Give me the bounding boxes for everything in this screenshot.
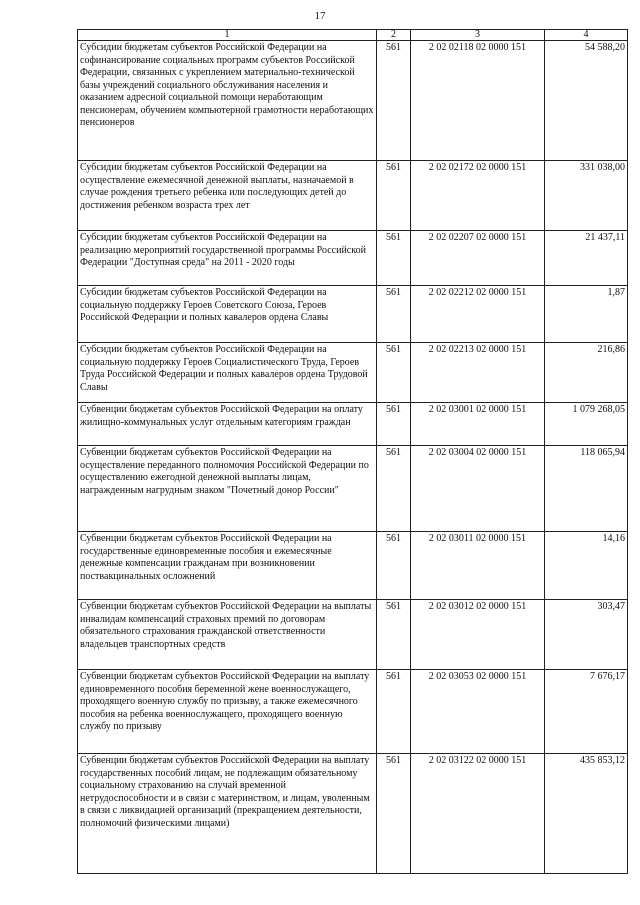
row-description: Субсидии бюджетам субъектов Российской Федерации на реализацию мероприятий государственной программы Российской Федерации "Доступная среда" на 2011 - 2020 годы [78,231,377,286]
row-budget-code: 2 02 03001 02 0000 151 [411,403,545,446]
table-row [78,41,628,161]
table-row [78,343,628,403]
table-row [78,670,628,754]
row-admin-code: 561 [377,446,411,532]
row-admin-code: 561 [377,231,411,286]
column-header-3: 3 [411,30,545,41]
row-amount: 21 437,11 [545,231,628,286]
row-budget-code: 2 02 03012 02 0000 151 [411,600,545,670]
row-description: Субвенции бюджетам субъектов Российской Федерации на выплаты инвалидам компенсаций страховых премий по договорам обязательного страхования гражданской ответственности владельцев транспортных средств [78,600,377,670]
table-row [78,446,628,532]
row-amount: 435 853,12 [545,754,628,874]
row-amount: 14,16 [545,532,628,600]
table-row [78,161,628,231]
row-description: Субвенции бюджетам субъектов Российской Федерации на оплату жилищно-коммунальных услуг отдельным категориям граждан [78,403,377,446]
row-admin-code: 561 [377,600,411,670]
row-amount: 118 065,94 [545,446,628,532]
row-description: Субвенции бюджетам субъектов Российской Федерации на государственные единовременные пособия и ежемесячные денежные компенсации гражданам при возникновении поствакцинальных осложнений [78,532,377,600]
row-budget-code: 2 02 03122 02 0000 151 [411,754,545,874]
column-header-4: 4 [545,30,628,41]
row-description: Субсидии бюджетам субъектов Российской Федерации на софинансирование социальных программ субъектов Российской Федерации, связанных с укреплением материально-технической базы учреждений социального обслуживания населения и оказанием адресной социальной помощи неработающим пенсионерам, обучением компьютерной грамотности неработающих пенсионеров [78,41,377,161]
row-admin-code: 561 [377,670,411,754]
table-row [78,286,628,343]
table-row [78,532,628,600]
row-admin-code: 561 [377,161,411,231]
budget-table [77,29,628,874]
row-admin-code: 561 [377,343,411,403]
row-budget-code: 2 02 03004 02 0000 151 [411,446,545,532]
row-description: Субсидии бюджетам субъектов Российской Федерации на социальную поддержку Героев Социалистического Труда, Героев Труда Российской Федерации и полных кавалеров ордена Трудовой Славы [78,343,377,403]
row-admin-code: 561 [377,41,411,161]
row-amount: 54 588,20 [545,41,628,161]
row-admin-code: 561 [377,286,411,343]
row-amount: 303,47 [545,600,628,670]
row-budget-code: 2 02 03011 02 0000 151 [411,532,545,600]
row-description: Субвенции бюджетам субъектов Российской Федерации на осуществление переданного полномочия Российской Федерации по осуществлению ежегодной денежной выплаты лицам, награжденным нагрудным знаком "Почетный донор России" [78,446,377,532]
column-header-2: 2 [377,30,411,41]
row-amount: 216,86 [545,343,628,403]
table-row [78,600,628,670]
row-admin-code: 561 [377,532,411,600]
row-amount: 331 038,00 [545,161,628,231]
row-description: Субсидии бюджетам субъектов Российской Федерации на осуществление ежемесячной денежной выплаты, назначаемой в случае рождения третьего ребенка или последующих детей до достижения ребенком возраста трех лет [78,161,377,231]
table-row [78,231,628,286]
page-number: 17 [314,10,326,22]
header-row [78,30,628,41]
table-row [78,754,628,874]
row-description: Субсидии бюджетам субъектов Российской Федерации на социальную поддержку Героев Советского Союза, Героев Российской Федерации и полных кавалеров ордена Славы [78,286,377,343]
row-budget-code: 2 02 02212 02 0000 151 [411,286,545,343]
row-description: Субвенции бюджетам субъектов Российской Федерации на выплату единовременного пособия беременной жене военнослужащего, проходящего военную службу по призыву, а также ежемесячного пособия на ребенка военнослужащего, проходящего военную службу по призыву [78,670,377,754]
row-budget-code: 2 02 02172 02 0000 151 [411,161,545,231]
row-admin-code: 561 [377,754,411,874]
row-amount: 7 676,17 [545,670,628,754]
column-header-1: 1 [78,30,377,41]
row-amount: 1 079 268,05 [545,403,628,446]
row-budget-code: 2 02 02207 02 0000 151 [411,231,545,286]
row-amount: 1,87 [545,286,628,343]
row-budget-code: 2 02 02118 02 0000 151 [411,41,545,161]
row-description: Субвенции бюджетам субъектов Российской Федерации на выплату государственных пособий лицам, не подлежащим обязательному социальному страхованию на случай временной нетрудоспособности и в связи с материнством, и лицам, уволенным в связи с ликвидацией организаций (прекращением деятельности, полномочий физическими лицами) [78,754,377,874]
row-budget-code: 2 02 03053 02 0000 151 [411,670,545,754]
table-row [78,403,628,446]
row-budget-code: 2 02 02213 02 0000 151 [411,343,545,403]
row-admin-code: 561 [377,403,411,446]
